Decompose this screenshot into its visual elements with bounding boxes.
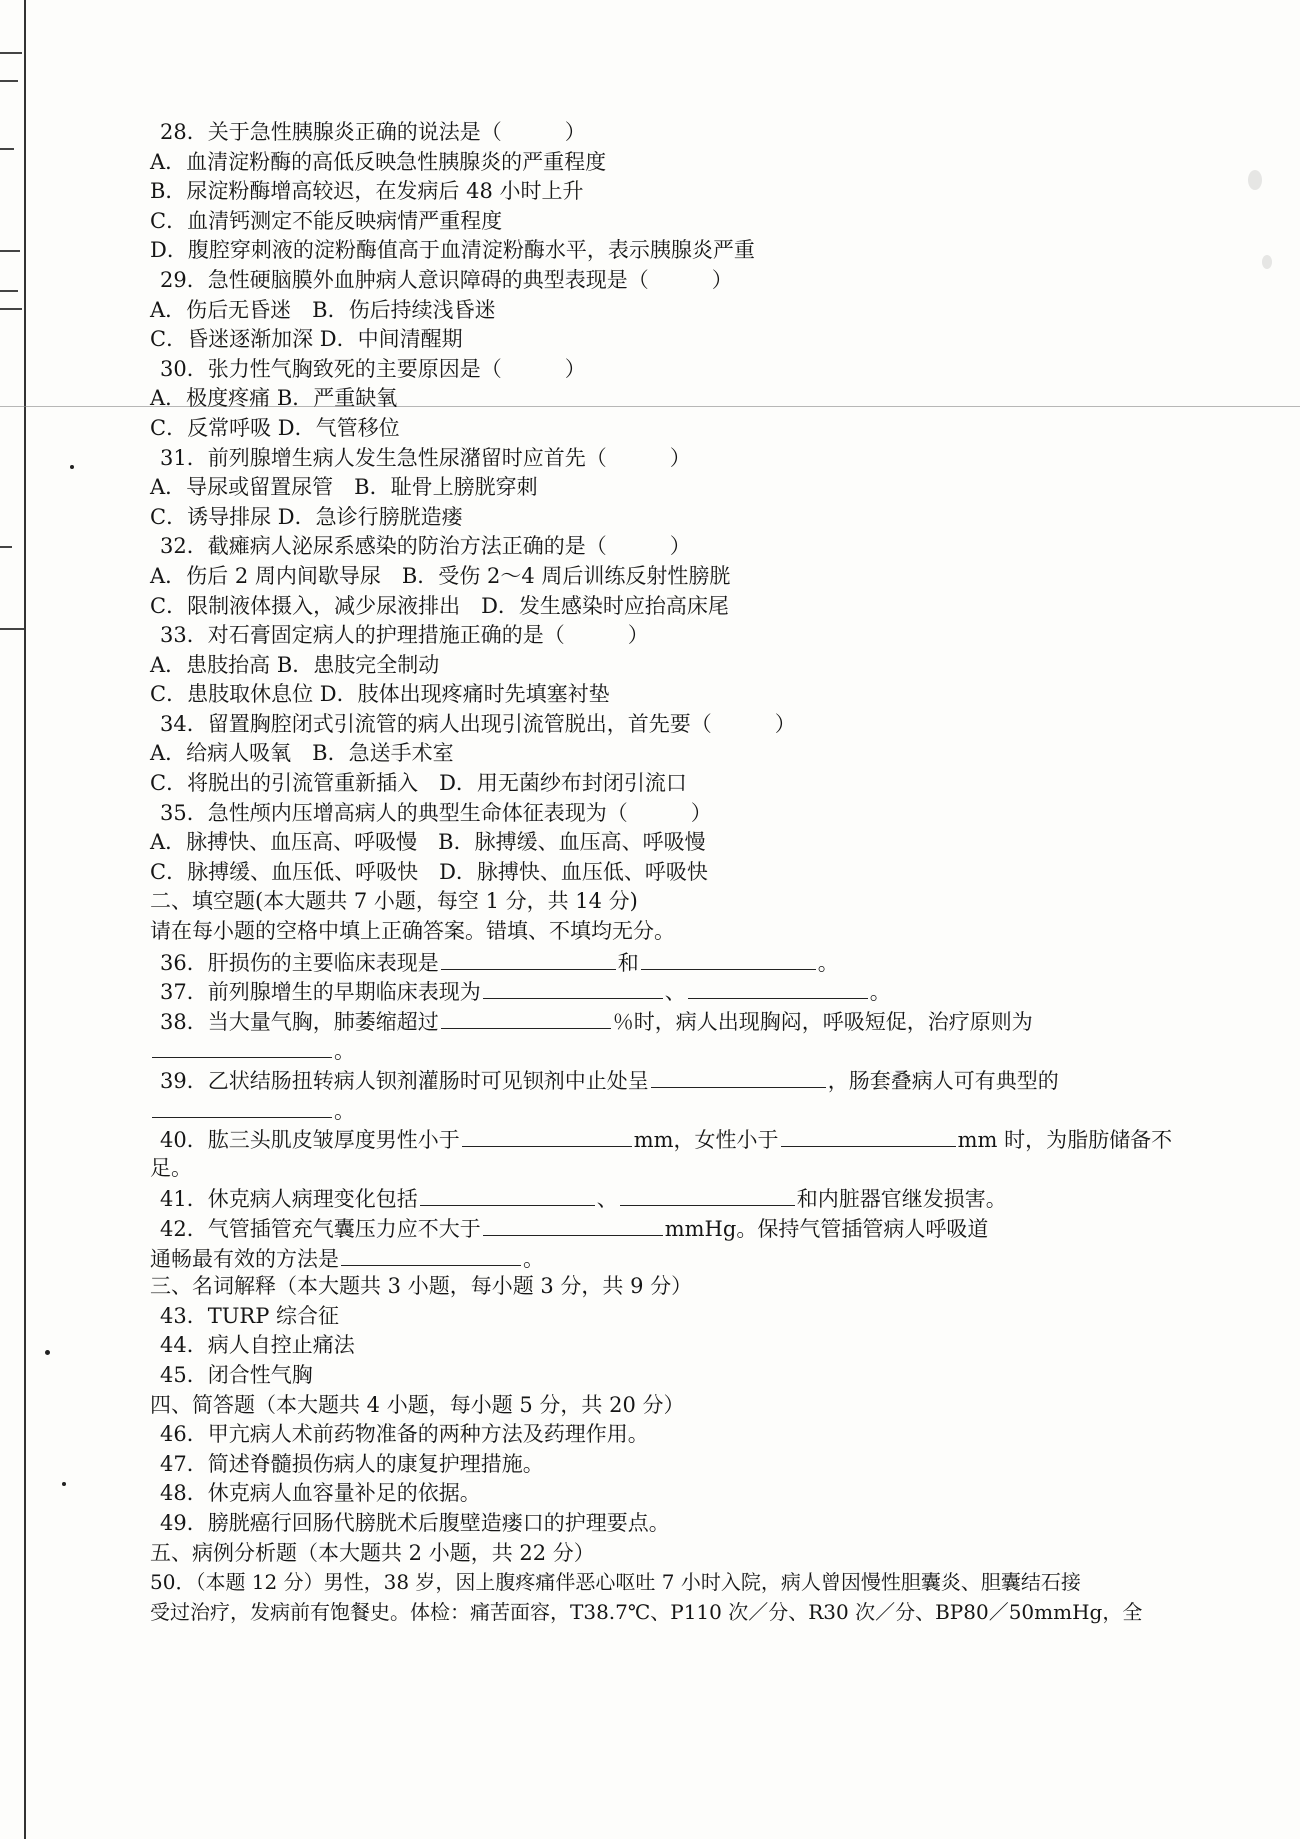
answer-blank[interactable] bbox=[152, 1035, 332, 1058]
question-text: 。 bbox=[523, 1246, 544, 1271]
question-text: 42．气管插管充气囊压力应不大于 bbox=[160, 1216, 481, 1241]
question-text: 38．当大量气胸，肺萎缩超过 bbox=[160, 1009, 439, 1034]
answer-blank[interactable] bbox=[483, 1213, 663, 1236]
section-heading: 二、填空题(本大题共 7 小题，每空 1 分，共 14 分) bbox=[150, 889, 638, 914]
question-32 bbox=[150, 532, 1190, 621]
answer-blank[interactable] bbox=[441, 947, 616, 970]
answer-blank[interactable] bbox=[420, 1183, 595, 1206]
section-heading: 三、名词解释（本大题共 3 小题，每小题 3 分，共 9 分） bbox=[150, 1274, 693, 1299]
answer-blank[interactable] bbox=[152, 1095, 332, 1118]
question-31 bbox=[150, 444, 1190, 533]
question-stem: 35．急性颅内压增高病人的典型生命体征表现为（ ） bbox=[160, 800, 712, 825]
question-stem: 29．急性硬脑膜外血肿病人意识障碍的典型表现是（ ） bbox=[160, 267, 733, 292]
option: C．患肢取休息位 D．肢体出现疼痛时先填塞衬垫 bbox=[150, 682, 610, 707]
question-text: 40．肱三头肌皮皱厚度男性小于 bbox=[160, 1128, 460, 1153]
question-49: 49．膀胱癌行回肠代膀胱术后腹壁造瘘口的护理要点。 bbox=[160, 1510, 670, 1535]
scan-edge-line bbox=[24, 0, 26, 1839]
option: C．脉搏缓、血压低、呼吸快 D．脉搏快、血压低、呼吸快 bbox=[150, 859, 708, 884]
question-29 bbox=[150, 266, 1190, 355]
question-stem: 33．对石膏固定病人的护理措施正确的是（ ） bbox=[160, 623, 649, 648]
section-heading: 四、简答题（本大题共 4 小题，每小题 5 分，共 20 分） bbox=[150, 1392, 685, 1417]
question-text: 和 bbox=[617, 950, 639, 975]
question-45: 45．闭合性气胸 bbox=[160, 1362, 313, 1387]
question-41 bbox=[150, 1183, 1190, 1213]
option: A．脉搏快、血压高、呼吸慢 B．脉搏缓、血压高、呼吸慢 bbox=[150, 830, 706, 855]
question-40 bbox=[150, 1124, 1190, 1154]
question-39-continued bbox=[150, 1095, 1190, 1125]
option: C．诱导排尿 D．急诊行膀胱造瘘 bbox=[150, 504, 463, 529]
answer-blank[interactable] bbox=[341, 1243, 521, 1266]
option: A．伤后 2 周内间歇导尿 B．受伤 2～4 周后训练反射性膀胱 bbox=[150, 563, 731, 588]
question-stem: 30．张力性气胸致死的主要原因是（ ） bbox=[160, 356, 586, 381]
question-text: 和内脏器官继发损害。 bbox=[796, 1187, 1007, 1212]
question-text: mm，女性小于 bbox=[633, 1128, 779, 1153]
option: C．将脱出的引流管重新插入 D．用无菌纱布封闭引流口 bbox=[150, 771, 687, 796]
option: B．尿淀粉酶增高较迟，在发病后 48 小时上升 bbox=[150, 179, 584, 204]
answer-blank[interactable] bbox=[688, 976, 868, 999]
question-36 bbox=[150, 947, 1190, 977]
question-text: ％时，病人出现胸闷，呼吸短促，治疗原则为 bbox=[612, 1009, 1033, 1034]
option: C．血清钙测定不能反映病情严重程度 bbox=[150, 208, 503, 233]
question-37 bbox=[150, 976, 1190, 1006]
section-heading: 五、病例分析题（本大题共 2 小题，共 22 分） bbox=[150, 1540, 595, 1565]
answer-blank[interactable] bbox=[641, 947, 816, 970]
answer-blank[interactable] bbox=[781, 1124, 956, 1147]
question-stem: 31．前列腺增生病人发生急性尿潴留时应首先（ ） bbox=[160, 445, 691, 470]
option: C．反常呼吸 D．气管移位 bbox=[150, 415, 400, 440]
option: A．血清淀粉酶的高低反映急性胰腺炎的严重程度 bbox=[150, 149, 607, 174]
scan-tick bbox=[0, 52, 22, 54]
question-text: 。 bbox=[334, 1039, 355, 1064]
option: A．给病人吸氧 B．急送手术室 bbox=[150, 741, 454, 766]
question-text: 37．前列腺增生的早期临床表现为 bbox=[160, 980, 481, 1005]
scan-tick bbox=[0, 148, 14, 150]
scan-dot bbox=[62, 1482, 66, 1486]
question-stem: 34．留置胸腔闭式引流管的病人出现引流管脱出，首先要（ ） bbox=[160, 711, 796, 736]
question-stem: 28．关于急性胰腺炎正确的说法是（ ） bbox=[160, 120, 586, 144]
question-text: 。 bbox=[869, 980, 891, 1005]
scan-tick bbox=[0, 546, 12, 548]
answer-blank[interactable] bbox=[462, 1124, 632, 1147]
question-33 bbox=[150, 621, 1190, 710]
question-text: 通畅最有效的方法是 bbox=[150, 1246, 339, 1271]
answer-blank[interactable] bbox=[620, 1183, 795, 1206]
question-text: 36．肝损伤的主要临床表现是 bbox=[160, 950, 439, 975]
exam-page bbox=[150, 118, 1190, 1627]
question-text: 、 bbox=[596, 1187, 618, 1212]
question-42 bbox=[150, 1213, 1190, 1243]
section-instruction: 请在每小题的空格中填上正确答案。错填、不填均无分。 bbox=[150, 919, 675, 944]
question-39 bbox=[150, 1065, 1190, 1095]
question-text: ，肠套叠病人可有典型的 bbox=[827, 1069, 1059, 1093]
question-text: 、 bbox=[664, 980, 686, 1005]
question-30 bbox=[150, 355, 1190, 444]
question-42-continued bbox=[150, 1243, 1190, 1273]
answer-blank[interactable] bbox=[441, 1006, 611, 1029]
question-47: 47．简述脊髓损伤病人的康复护理措施。 bbox=[160, 1451, 544, 1476]
scan-tick bbox=[0, 628, 24, 630]
question-stem: 32．截瘫病人泌尿系感染的防治方法正确的是（ ） bbox=[160, 534, 691, 559]
question-text: 41．休克病人病理变化包括 bbox=[160, 1187, 418, 1212]
option: A．导尿或留置尿管 B．耻骨上膀胱穿刺 bbox=[150, 475, 538, 500]
question-text: 。 bbox=[817, 950, 839, 975]
question-text: mm 时，为脂肪储备不 bbox=[957, 1128, 1173, 1153]
question-text: mmHg。保持气管插管病人呼吸道 bbox=[664, 1216, 989, 1241]
scan-dot bbox=[45, 1350, 50, 1355]
scan-smudge bbox=[1248, 170, 1262, 190]
question-43: 43．TURP 综合征 bbox=[160, 1303, 340, 1328]
answer-blank[interactable] bbox=[651, 1065, 826, 1088]
scan-tick bbox=[0, 250, 20, 252]
option: C．昏迷逐渐加深 D．中间清醒期 bbox=[150, 327, 463, 352]
scan-tick bbox=[0, 290, 18, 292]
option: A．伤后无昏迷 B．伤后持续浅昏迷 bbox=[150, 297, 496, 322]
option: A．极度疼痛 B．严重缺氧 bbox=[150, 386, 398, 411]
question-28 bbox=[150, 118, 1190, 266]
option: D．腹腔穿刺液的淀粉酶值高于血清淀粉酶水平，表示胰腺炎严重 bbox=[150, 238, 755, 263]
question-40-continued: 足。 bbox=[150, 1155, 192, 1180]
question-38-continued bbox=[150, 1035, 1190, 1065]
question-44: 44．病人自控止痛法 bbox=[160, 1333, 355, 1358]
option: A．患肢抬高 B．患肢完全制动 bbox=[150, 652, 440, 677]
scan-tick bbox=[0, 80, 18, 82]
question-text: 。 bbox=[334, 1098, 355, 1123]
question-34 bbox=[150, 710, 1190, 799]
question-50-continued: 受过治疗，发病前有饱餐史。体检：痛苦面容，T38.7℃、P110 次／分、R30 次／分、BP80／50mmHg，全 bbox=[150, 1599, 1143, 1624]
question-38 bbox=[150, 1006, 1190, 1036]
scan-tick bbox=[0, 308, 22, 310]
question-50: 50．（本题 12 分）男性，38 岁，因上腹疼痛伴恶心呕吐 7 小时入院，病人曾因慢性胆囊炎、胆囊结石接 bbox=[150, 1570, 1081, 1595]
scan-dot bbox=[70, 465, 74, 469]
question-text: 39．乙状结肠扭转病人钡剂灌肠时可见钡剂中止处呈 bbox=[160, 1069, 649, 1093]
scan-smudge bbox=[1262, 255, 1272, 269]
question-46: 46．甲亢病人术前药物准备的两种方法及药理作用。 bbox=[160, 1422, 649, 1447]
option: C．限制液体摄入，减少尿液排出 D．发生感染时应抬高床尾 bbox=[150, 593, 729, 618]
question-35 bbox=[150, 799, 1190, 888]
answer-blank[interactable] bbox=[483, 976, 663, 999]
question-48: 48．休克病人血容量补足的依据。 bbox=[160, 1481, 481, 1506]
